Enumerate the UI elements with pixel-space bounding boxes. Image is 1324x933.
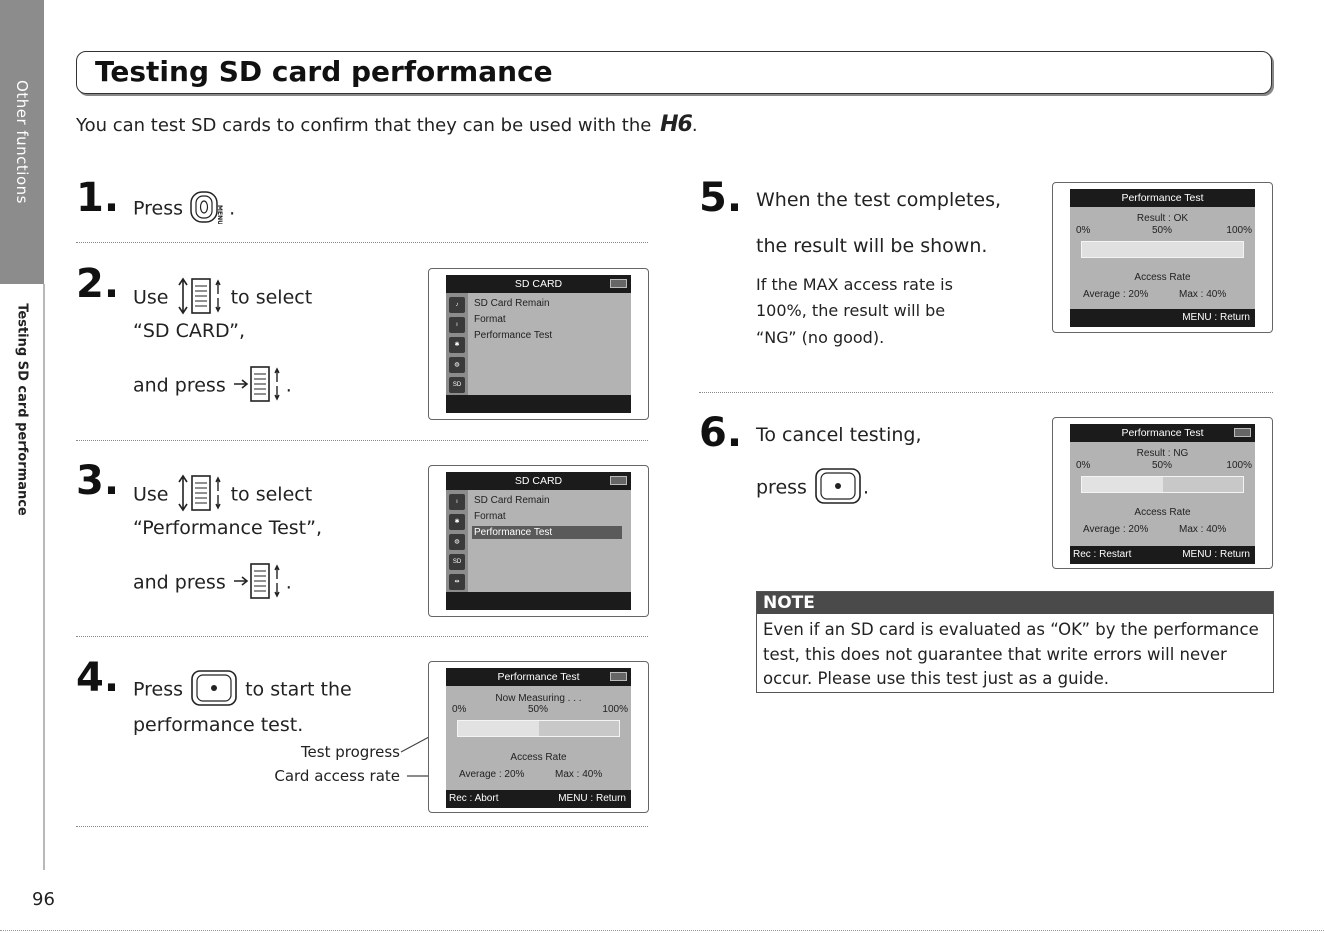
note-heading: NOTE [757,592,1273,614]
callout-card-access-rate: Card access rate [274,767,400,785]
screen-frame [1052,417,1273,569]
result-status: Result : OK [1136,213,1189,224]
screen-bottom-bar [446,592,631,610]
step-6-line-2: press . [756,467,869,509]
sd-card-icon: SD [449,377,465,393]
access-rate-label: Access Rate [1134,507,1191,518]
average-rate: Average : 20% [459,769,525,780]
step-separator [76,242,648,243]
step-separator [699,392,1273,393]
menu-item-performance-test-selected: Performance Test [472,526,622,539]
max-rate: Max : 40% [555,769,603,780]
scroll-wheel-push-icon [232,561,286,605]
average-rate: Average : 20% [1083,289,1149,300]
pct-0: 0% [1076,460,1091,471]
menu-item-sd-card-remain: SD Card Remain [474,298,550,309]
pct-50: 50% [1152,225,1173,236]
note-box [756,591,1274,693]
note-text: Even if an SD card is evaluated as “OK” by the performance test, this does not guarantee that write errors will never occur. Please use this test just as a guide. [763,620,1259,688]
step-3-line-1: Use to select [133,473,312,517]
step-3-line-2: “Performance Test”, [133,517,322,539]
battery-icon [610,279,627,288]
step-4-line-2: performance test. [133,714,304,736]
pct-0: 0% [452,704,467,715]
progress-bar [1081,476,1244,493]
step-3-number: 3. [76,458,120,504]
intro-text: You can test SD cards to confirm that they can be used with the H6. [76,112,698,137]
usb-icon: ⇹ [449,574,465,590]
progress-fill [458,721,539,736]
gear-icon: ✱ [449,337,465,353]
screen-frame [428,465,649,617]
screen-bottom-bar [446,790,631,808]
step-4-number: 4. [76,655,120,701]
bottom-rule [0,930,1324,931]
menu-icon-column [446,490,468,592]
sd-card-icon: SD [449,554,465,570]
step-2-line-1: Use to select [133,276,312,320]
screen-bottom-bar [1070,309,1255,327]
step-6-line-1: To cancel testing, [756,424,922,446]
scroll-wheel-icon [175,276,225,320]
pct-100: 100% [1226,460,1252,471]
title-box [76,51,1272,94]
h6-logo: H6 [660,112,692,137]
page-number: 96 [32,889,55,910]
return-label: MENU : Return [558,793,626,804]
restart-label: Rec : Restart [1073,549,1132,560]
step-separator [76,826,648,827]
topic-tab-label: Testing SD card performance [14,302,30,516]
step-2-line-3: and press . [133,364,292,408]
globe-icon: ◍ [449,357,465,373]
abort-label: Rec : Abort [449,793,499,804]
step-3-line-3: and press . [133,561,292,605]
screen-frame [428,661,649,813]
battery-icon [1234,428,1251,437]
mic-icon: ı [449,317,465,333]
step-4-line-1: Press to start the [133,669,352,711]
device-screen-result-ng [1070,424,1255,564]
menu-item-format: Format [474,511,506,522]
return-label: MENU : Return [1182,549,1250,560]
step-6-number: 6. [699,410,743,456]
scroll-wheel-icon [175,473,225,517]
progress-bar [457,720,620,737]
step-5-line-1: When the test completes, [756,189,1002,211]
callout-test-progress: Test progress [300,743,400,761]
pct-50: 50% [1152,460,1173,471]
menu-item-performance-test: Performance Test [474,330,553,341]
menu-item-format: Format [474,314,506,325]
average-rate: Average : 20% [1083,524,1149,535]
music-icon: ♪ [449,297,465,313]
svg-text:MENU: MENU [216,205,224,224]
device-screen-measuring [446,668,631,808]
step-2-number: 2. [76,261,120,307]
step-separator [76,440,648,441]
device-screen-result-ok [1070,189,1255,327]
step-5-number: 5. [699,175,743,221]
access-rate-label: Access Rate [1134,272,1191,283]
return-label: MENU : Return [1182,312,1250,323]
screen-bottom-bar [446,395,631,413]
screen-title: Performance Test [446,668,631,686]
result-status: Result : NG [1136,448,1189,459]
step-5-detail: If the MAX access rate is 100%, the result will be “NG” (no good). [756,275,953,347]
section-tab-label: Other functions [13,80,32,204]
pct-0: 0% [1076,225,1091,236]
step-5-line-2: the result will be shown. [756,235,988,257]
screen-bottom-bar [1070,546,1255,564]
battery-icon [610,672,627,681]
access-rate-label: Access Rate [510,752,567,763]
globe-icon: ◍ [449,534,465,550]
screen-title: SD CARD [446,472,631,490]
progress-bar [1081,241,1244,258]
pct-100: 100% [1226,225,1252,236]
rec-button-icon [813,467,863,509]
progress-fill [1082,477,1163,492]
menu-item-sd-card-remain: SD Card Remain [474,495,550,506]
pct-100: 100% [602,704,628,715]
screen-frame [1052,182,1273,333]
step-2-line-2: “SD CARD”, [133,320,246,342]
scroll-wheel-push-icon [232,364,286,408]
max-rate: Max : 40% [1179,524,1227,535]
screen-title: Performance Test [1070,189,1255,207]
menu-icon-column [446,293,468,395]
screen-frame [428,268,649,420]
device-screen-sd-card-selected [446,472,631,610]
measuring-status: Now Measuring . . . [495,693,582,704]
step-1-number: 1. [76,175,120,221]
max-rate: Max : 40% [1179,289,1227,300]
rec-button-icon [189,669,239,711]
step-separator [76,636,648,637]
mic-icon: ı [449,494,465,510]
menu-button-icon [189,190,229,228]
step-1-text: Press MENU . [133,190,235,228]
screen-title: SD CARD [446,275,631,293]
pct-50: 50% [528,704,549,715]
screen-title: Performance Test [1070,424,1255,442]
page-title: Testing SD card performance [95,55,553,88]
gear-icon: ✱ [449,514,465,530]
battery-icon [610,476,627,485]
device-screen-sd-card [446,275,631,413]
